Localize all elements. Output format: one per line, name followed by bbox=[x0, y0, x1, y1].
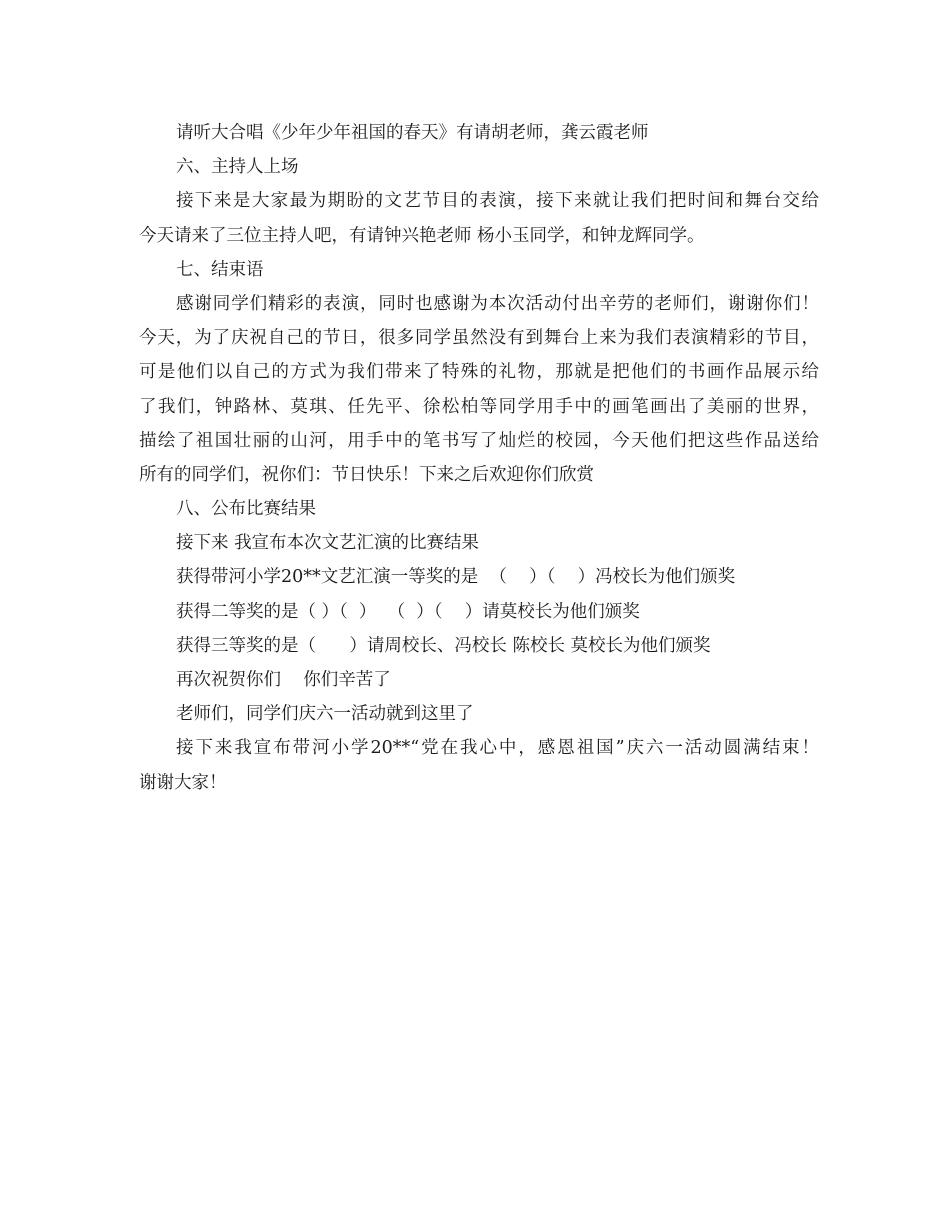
section-heading: 七、结束语 bbox=[176, 259, 264, 280]
text-line: 接下来 我宣布本次文艺汇演的比赛结果 bbox=[176, 533, 480, 554]
text-line: 获得三等奖的是（ ）请周校长、冯校长 陈校长 莫校长为他们颁奖 bbox=[176, 635, 711, 656]
text-line: 了我们，钟路林、莫琪、任先平、徐松柏等同学用手中的画笔画出了美丽的世界， bbox=[139, 396, 819, 417]
text-line: 接下来是大家最为期盼的文艺节目的表演，接下来就让我们把时间和舞台交给 bbox=[176, 191, 819, 212]
section-heading: 六、主持人上场 bbox=[176, 157, 299, 178]
text-line: 今天，为了庆祝自己的节日，很多同学虽然没有到舞台上来为我们表演精彩的节目， bbox=[139, 328, 819, 349]
text-line: 可是他们以自己的方式为我们带来了特殊的礼物，那就是把他们的书画作品展示给 bbox=[139, 362, 819, 383]
section-heading: 八、公布比赛结果 bbox=[176, 499, 316, 520]
text-line: 获得带河小学20**文艺汇演一等奖的是 （ ）（ ）冯校长为他们颁奖 bbox=[176, 567, 736, 588]
text-line: 感谢同学们精彩的表演，同时也感谢为本次活动付出辛劳的老师们，谢谢你们！ bbox=[176, 293, 819, 314]
text-line: 描绘了祖国壮丽的山河，用手中的笔书写了灿烂的校园，今天他们把这些作品送给 bbox=[139, 430, 819, 451]
text-line: 再次祝贺你们 你们辛苦了 bbox=[176, 670, 391, 690]
text-line: 老师们，同学们庆六一活动就到这里了 bbox=[176, 704, 474, 725]
text-line: 今天请来了三位主持人吧，有请钟兴艳老师 杨小玉同学，和钟龙辉同学。 bbox=[139, 225, 705, 246]
text-line: 获得二等奖的是（ ）（ ） （ ）（ ）请莫校长为他们颁奖 bbox=[176, 601, 640, 622]
text-line: 所有的同学们，祝你们：节日快乐！下来之后欢迎你们欣赏 bbox=[139, 464, 594, 485]
text-line: 接下来我宣布带河小学20**“党在我心中，感恩祖国”庆六一活动圆满结束！ bbox=[176, 738, 819, 759]
document-body bbox=[139, 116, 819, 800]
text-line: 谢谢大家！ bbox=[139, 772, 227, 793]
text-line: 请听大合唱《少年少年祖国的春天》有请胡老师，龚云霞老师 bbox=[176, 123, 649, 143]
